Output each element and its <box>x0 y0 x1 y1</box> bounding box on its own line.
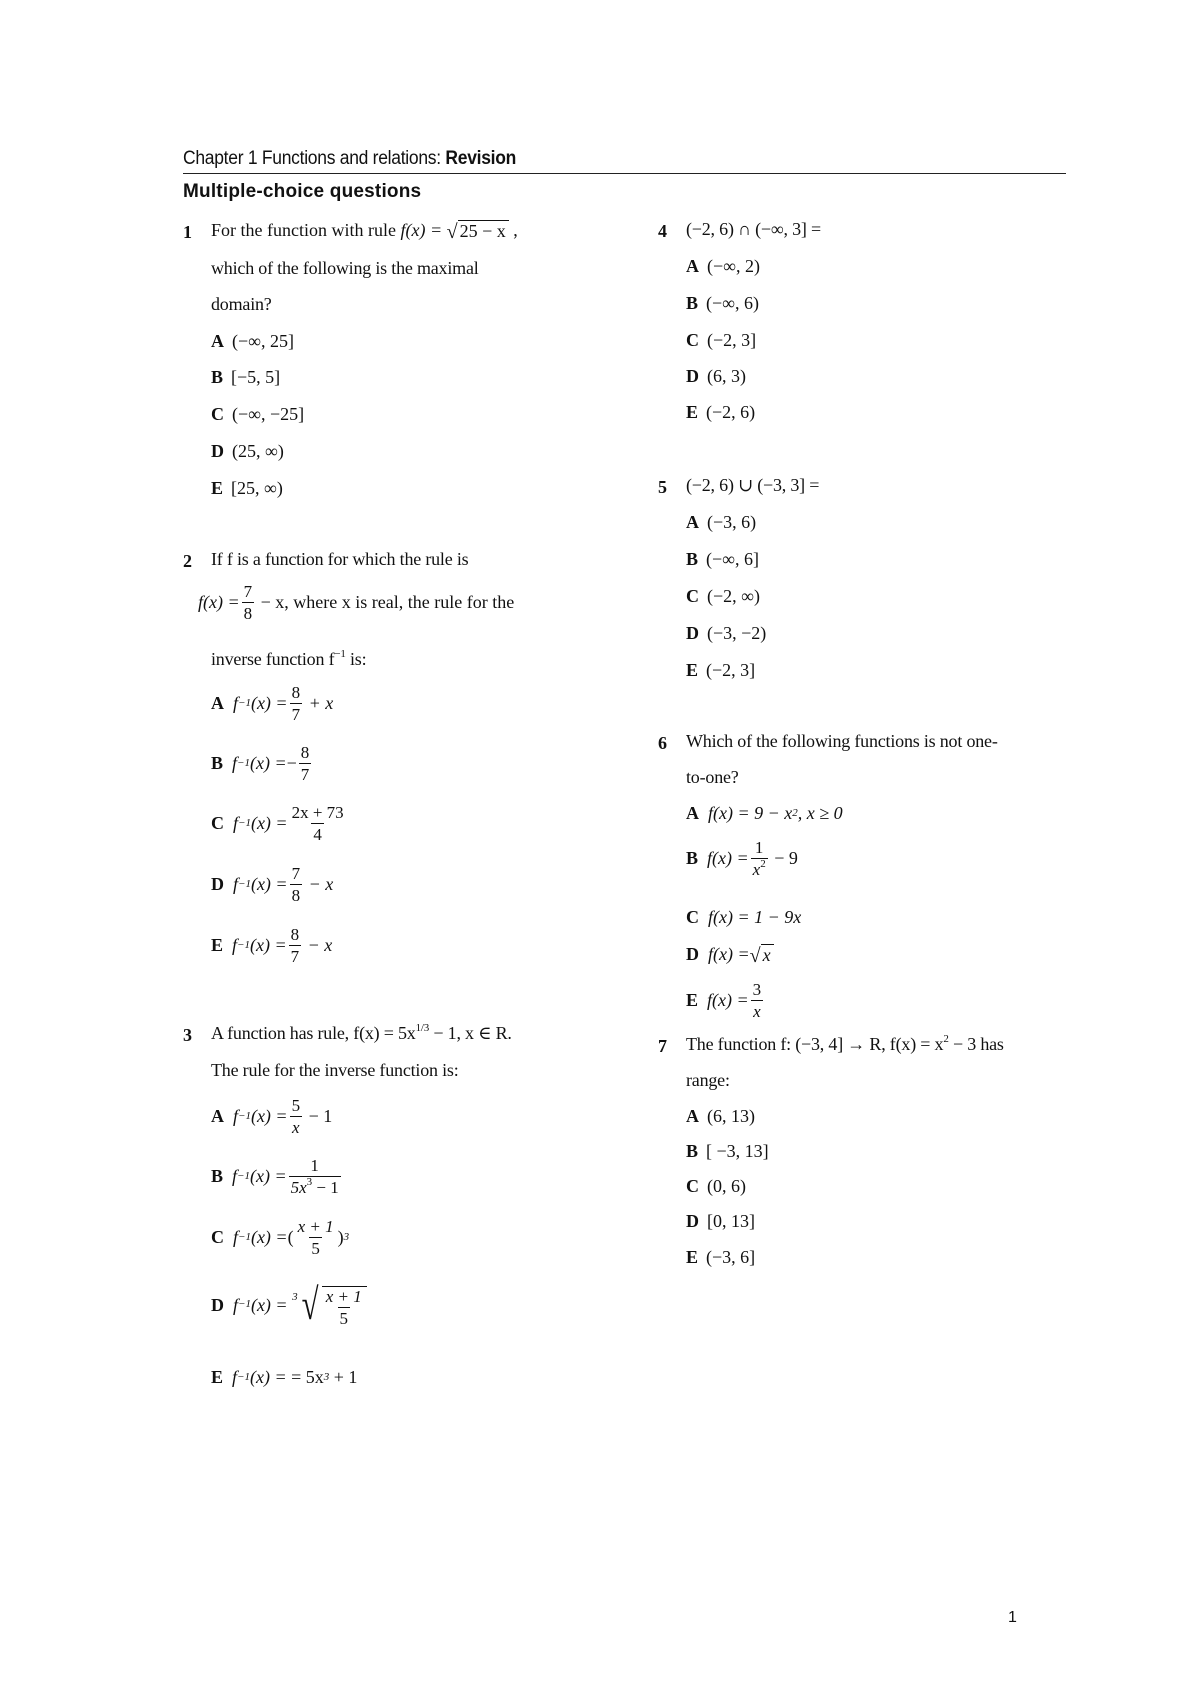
option-text: (−∞, 6] <box>706 549 759 569</box>
option-label: C <box>686 586 699 606</box>
option-label: B <box>686 1141 699 1161</box>
question-number: 2 <box>183 551 192 571</box>
option-text: [25, ∞) <box>231 478 283 498</box>
option-suffix: − 1 <box>308 1106 333 1126</box>
q3-exponent: 1/3 <box>415 1022 430 1034</box>
q2-inverse-sup: −1 <box>334 648 346 660</box>
q6-stem-line2: to-one? <box>686 767 739 787</box>
numerator: 2x + 73 <box>291 803 344 822</box>
numerator: 8 <box>291 683 301 702</box>
q2-option-b[interactable]: B f $^{-1}$ (x) = − $\frac{8}{7}$ <box>211 743 310 784</box>
q6-stem-line1: Which of the following functions is not one- <box>686 731 998 751</box>
option-text: (−3, −2) <box>707 623 767 643</box>
option-suffix: + x <box>308 693 334 713</box>
option-text: (−2, ∞) <box>707 586 760 606</box>
inverse-f: f <box>232 1166 238 1186</box>
option-text: (−3, 6) <box>707 512 757 532</box>
q3-stem-text: A function has rule, f(x) = 5x <box>211 1023 416 1043</box>
question-number: 4 <box>658 221 667 241</box>
q3-option-d[interactable]: D f $^{-1}$ (x) = $^3$ √ $\frac{x + 1}{5}$ <box>211 1283 367 1327</box>
q6-option-c[interactable] <box>686 907 801 928</box>
q1-stem-line2: which of the following is the maximal <box>211 258 479 278</box>
inverse-f: f <box>233 1294 239 1315</box>
option-text: (−3, 6] <box>706 1247 756 1267</box>
denominator: 8 <box>291 886 301 905</box>
inverse-x: (x) = <box>250 1227 288 1247</box>
option-text: [0, 13] <box>707 1211 755 1231</box>
q5-option-e[interactable] <box>686 660 755 681</box>
q1-stem-text: For the function with rule <box>211 220 396 241</box>
option-label: B <box>211 367 224 387</box>
q7-stem-line2: range: <box>686 1070 730 1090</box>
denominator-tail: − 1 <box>316 1178 339 1197</box>
denominator <box>289 1176 341 1196</box>
square-root: √ x <box>750 944 774 966</box>
q3-stem-line1 <box>211 1023 512 1044</box>
option-label: B <box>686 848 699 868</box>
option-text: (−∞, 2) <box>707 256 760 276</box>
option-text: (−∞, −25] <box>232 404 305 424</box>
inverse-f: f <box>233 693 239 713</box>
q7-option-b[interactable] <box>686 1141 769 1162</box>
option-text: f(x) = 9 − x <box>708 803 793 823</box>
option-fx: f(x) = <box>707 990 749 1010</box>
q1-fx: f(x) = <box>400 220 443 241</box>
q2-stem-line1: If f is a function for which the rule is <box>211 549 469 569</box>
denominator: x <box>292 1118 300 1137</box>
option-label: B <box>686 293 699 313</box>
denominator: 5 <box>311 1239 320 1258</box>
q2-option-c[interactable]: C f $^{-1}$ (x) = $\frac{2x + 73}{4}$ <box>211 803 344 844</box>
option-label: C <box>211 1227 224 1247</box>
option-label: A <box>686 256 699 276</box>
numerator: 7 <box>291 864 301 883</box>
denominator-base: 5x <box>290 1178 307 1197</box>
option-text: (−2, 3] <box>707 330 757 350</box>
q4-option-e[interactable] <box>686 402 755 423</box>
option-text: [ −3, 13] <box>706 1141 769 1161</box>
option-label: D <box>211 1294 224 1315</box>
option-label: D <box>686 1211 699 1231</box>
open-paren: ( <box>287 1227 294 1247</box>
q7-stem-tail: − 3 has <box>952 1034 1004 1054</box>
denominator: 4 <box>313 825 322 844</box>
option-label: D <box>686 366 699 386</box>
option-label: C <box>686 907 699 927</box>
option-label: C <box>686 1176 699 1196</box>
option-text: [−5, 5] <box>231 367 281 387</box>
q4-option-b[interactable] <box>686 293 759 314</box>
inverse-f: f <box>232 935 238 955</box>
close-paren: ) <box>337 1227 344 1247</box>
option-label: B <box>211 753 224 773</box>
q1-stem-line1 <box>211 220 518 242</box>
inverse-x: (x) = <box>250 693 288 713</box>
inverse-x: (x) = <box>250 813 288 833</box>
option-label: D <box>686 944 699 965</box>
q4-stem: (−2, 6) ∩ (−∞, 3] = <box>686 219 821 239</box>
q3-stem-line2: The rule for the inverse function is: <box>211 1060 459 1080</box>
numerator: 1 <box>310 1156 319 1175</box>
inverse-x: (x) = <box>250 1106 288 1126</box>
q1-radicand: 25 − x <box>458 220 509 242</box>
q5-option-d[interactable] <box>686 623 766 644</box>
inverse-f: f <box>233 1106 239 1126</box>
fraction <box>296 1218 336 1257</box>
q6-option-d[interactable] <box>686 944 774 966</box>
q2-inverse-tail: is: <box>349 649 367 669</box>
option-label: E <box>686 1247 699 1267</box>
numerator: x + 1 <box>325 1287 362 1306</box>
q7-option-d[interactable] <box>686 1211 755 1232</box>
q2-stem-tail: − x, where x is real, the rule for the <box>260 592 515 612</box>
option-text: (−∞, 6) <box>706 293 759 313</box>
option-text: = 5x <box>291 1367 324 1387</box>
option-label: A <box>211 1106 224 1126</box>
q5-option-a[interactable] <box>686 512 756 533</box>
denominator: x <box>753 1002 761 1021</box>
denominator-exponent: 3 <box>306 1176 313 1189</box>
q7-exponent: 2 <box>943 1033 949 1045</box>
inverse-x: (x) = <box>249 1367 287 1387</box>
option-label: A <box>686 1106 699 1126</box>
q7-option-c[interactable] <box>686 1176 746 1197</box>
question-number: 1 <box>183 222 192 242</box>
option-label: E <box>686 990 699 1010</box>
q3-option-e[interactable]: E f $^{-1}$ (x) = = 5x $^3$ + 1 <box>211 1367 358 1387</box>
inverse-x: (x) = <box>250 1294 288 1315</box>
option-label: E <box>211 935 224 955</box>
option-prefix: − <box>286 753 297 773</box>
option-label: E <box>686 402 699 422</box>
denominator: 7 <box>290 947 300 966</box>
inverse-x: (x) = <box>250 874 288 894</box>
q2-fx: f(x) = <box>198 592 240 612</box>
inverse-f: f <box>232 753 238 773</box>
option-label: D <box>686 623 699 643</box>
q4-option-c[interactable] <box>686 330 756 351</box>
q1-option-d[interactable] <box>211 441 284 462</box>
option-label: E <box>211 1367 224 1387</box>
option-text: (−2, 3] <box>706 660 756 680</box>
q4-option-a[interactable] <box>686 256 760 277</box>
q1-stem-line3: domain? <box>211 294 272 314</box>
numerator: 8 <box>300 743 310 762</box>
q5-option-c[interactable] <box>686 586 760 607</box>
option-label: C <box>686 330 699 350</box>
q4-option-d[interactable] <box>686 366 746 387</box>
option-label: E <box>686 660 699 680</box>
inverse-f: f <box>233 1227 239 1247</box>
inverse-f: f <box>233 813 239 833</box>
option-fx: f(x) = <box>708 944 750 965</box>
fraction <box>751 981 764 1020</box>
question-number: 3 <box>183 1025 192 1045</box>
option-text: (−∞, 25] <box>232 331 294 351</box>
q5-option-b[interactable] <box>686 549 759 570</box>
q1-option-e[interactable] <box>211 478 283 499</box>
radicand: x <box>761 944 774 966</box>
numerator: 8 <box>290 925 300 944</box>
option-tail: − 9 <box>774 848 798 868</box>
option-label: D <box>211 874 224 894</box>
option-suffix: − x <box>307 935 333 955</box>
option-label: C <box>211 813 224 833</box>
q3-stem-tail: − 1, x ∈ R. <box>433 1023 512 1043</box>
denominator: 8 <box>243 604 253 623</box>
denominator: 5 <box>339 1309 348 1328</box>
option-label: C <box>211 404 224 424</box>
root-body <box>322 1286 367 1327</box>
question-number: 7 <box>658 1036 667 1056</box>
q2-inverse-text: inverse function f <box>211 649 335 669</box>
option-label: B <box>211 1166 224 1186</box>
option-text: (−2, 6) <box>706 402 756 422</box>
q6-option-a[interactable]: A f(x) = 9 − x $^2$ , x ≥ 0 <box>686 803 843 823</box>
option-label: A <box>211 693 224 713</box>
q7-stem-line1 <box>686 1034 1004 1055</box>
q2-stem-line3 <box>211 649 366 670</box>
q1-option-a[interactable] <box>211 331 294 352</box>
numerator: x + 1 <box>297 1217 334 1236</box>
q5-stem: (−2, 6) ∪ (−3, 3] = <box>686 475 820 495</box>
chapter-title: Chapter 1 Functions and relations: <box>183 148 441 169</box>
option-text: (6, 3) <box>707 366 746 386</box>
inverse-f: f <box>233 874 239 894</box>
q6-option-e[interactable] <box>686 981 765 1020</box>
denominator: 7 <box>291 705 301 724</box>
fraction <box>751 839 768 878</box>
denominator: 7 <box>300 765 310 784</box>
inverse-f: f <box>232 1367 238 1387</box>
fraction <box>289 926 302 965</box>
option-label: D <box>211 441 224 461</box>
inverse-x: (x) = <box>249 1166 287 1186</box>
option-label: A <box>686 803 699 823</box>
numerator: 3 <box>752 980 762 999</box>
numerator: 7 <box>243 582 253 601</box>
fraction <box>242 583 255 622</box>
option-label: A <box>211 331 224 351</box>
q2-option-e[interactable]: E f $^{-1}$ (x) = $\frac{8}{7}$ − x <box>211 925 333 966</box>
q7-option-e[interactable] <box>686 1247 755 1268</box>
denominator-base: x <box>752 860 761 879</box>
header-rule <box>183 173 1066 174</box>
denominator <box>751 858 768 878</box>
q3-option-b[interactable]: B f $^{-1}$ (x) = $\frac{1}{5x^3 - 1}$ <box>211 1156 339 1197</box>
fraction <box>289 1157 341 1196</box>
denominator-exponent: 2 <box>760 858 766 871</box>
question-number: 6 <box>658 733 667 753</box>
numerator: 5 <box>291 1096 301 1115</box>
q7-option-a[interactable] <box>686 1106 755 1127</box>
fraction <box>290 865 303 904</box>
cube-root: √ $\frac{x + 1}{5}$ <box>298 1283 367 1327</box>
option-suffix: − x <box>308 874 334 894</box>
question-number: 5 <box>658 477 667 497</box>
option-label: E <box>211 478 224 498</box>
fraction <box>290 804 346 843</box>
q3-option-c[interactable]: C f $^{-1}$ (x) = ( $\frac{x + 1}{5}$ ) $^3$ <box>211 1217 350 1258</box>
page-number: 1 <box>1008 1609 1017 1626</box>
q2-option-a[interactable]: A f $^{-1}$ (x) = $\frac{8}{7}$ + x <box>211 683 334 724</box>
option-text: (6, 13) <box>707 1106 755 1126</box>
q7-stem-text: The function f: (−3, 4] → R, f(x) = x <box>686 1034 944 1054</box>
q1-option-b[interactable] <box>211 367 280 388</box>
fraction <box>290 1097 303 1136</box>
option-tail: , x ≥ 0 <box>797 803 843 823</box>
q1-comma: , <box>513 220 518 241</box>
option-label: B <box>686 549 699 569</box>
section-label: Revision <box>445 148 517 169</box>
q1-option-c[interactable] <box>211 404 304 425</box>
option-text: (25, ∞) <box>232 441 284 461</box>
q6-option-b[interactable] <box>686 839 798 878</box>
chapter-header <box>183 148 516 170</box>
option-fx: f(x) = <box>707 848 749 868</box>
square-root: √ 25 − x <box>447 220 509 242</box>
option-label: A <box>686 512 699 532</box>
fraction <box>290 684 303 723</box>
q3-option-a[interactable]: A f $^{-1}$ (x) = $\frac{5}{x}$ − 1 <box>211 1096 333 1137</box>
option-tail: + 1 <box>333 1367 358 1387</box>
q2-stem-line2 <box>198 583 514 622</box>
inverse-x: (x) = <box>249 935 287 955</box>
section-title: Multiple-choice questions <box>183 181 422 202</box>
inverse-x: (x) = <box>249 753 287 773</box>
option-text: (0, 6) <box>707 1176 746 1196</box>
numerator: 1 <box>754 838 764 857</box>
fraction <box>299 744 312 783</box>
q2-option-d[interactable]: D f $^{-1}$ (x) = $\frac{7}{8}$ − x <box>211 864 334 905</box>
option-text: f(x) = 1 − 9x <box>708 907 802 927</box>
